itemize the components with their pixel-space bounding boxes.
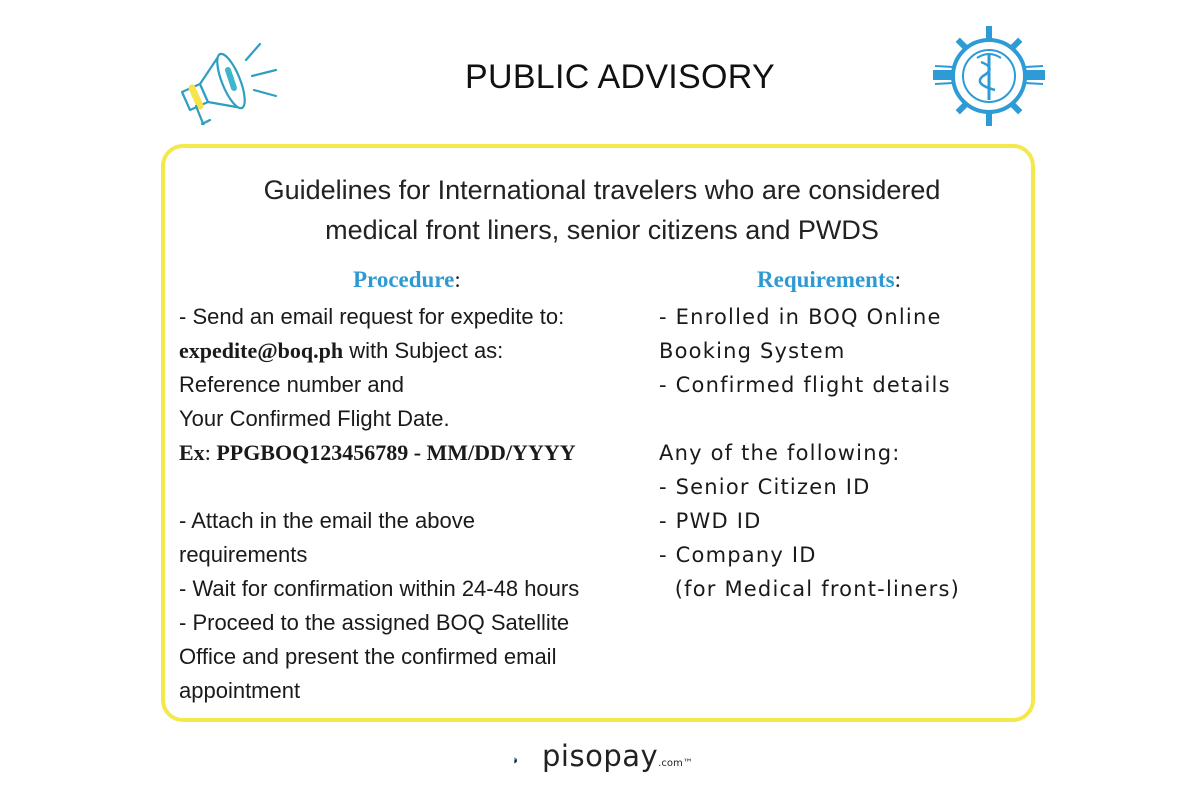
email-address: expedite@boq.ph — [179, 338, 344, 363]
requirement-line: Booking System — [659, 339, 846, 363]
page-title: PUBLIC ADVISORY — [465, 58, 775, 96]
requirement-line: (for Medical front-liners) — [659, 577, 961, 601]
pisopay-brand: pisopay.com™ — [542, 739, 693, 773]
procedure-line: Reference number and — [179, 372, 405, 397]
requirements-list — [659, 300, 960, 606]
spacer — [179, 470, 579, 504]
procedure-line: - Wait for confirmation within 24-48 hours — [179, 576, 580, 601]
spacer — [659, 402, 960, 436]
procedure-line: - Attach in the email the above — [179, 508, 475, 533]
procedure-title: Procedure: — [353, 267, 461, 292]
procedure-line: - Proceed to the assigned BOQ Satellite — [179, 610, 570, 635]
procedure-example: Ex: PPGBOQ123456789 - MM/DD/YYYY — [179, 440, 576, 465]
procedure-line: Office and present the confirmed email — [179, 644, 557, 669]
requirement-line: - Company ID — [659, 543, 817, 567]
guidelines-heading: Guidelines for International travelers who are considered medical front liners, senior citizens and PWDS — [263, 175, 941, 245]
procedure-line: - Send an email request for expedite to: — [179, 304, 565, 329]
requirement-line: - Senior Citizen ID — [659, 475, 871, 499]
procedure-list — [179, 300, 579, 708]
procedure-line: Your Confirmed Flight Date. — [179, 406, 450, 431]
procedure-line: requirements — [179, 542, 308, 567]
requirement-line: - Enrolled in BOQ Online — [659, 305, 942, 329]
guidelines-card — [161, 144, 1035, 722]
bureau-of-quarantine-seal — [933, 24, 1045, 128]
requirement-line: - Confirmed flight details — [659, 373, 951, 397]
procedure-line: expedite@boq.ph with Subject as: — [179, 338, 504, 363]
pisopay-logo-icon — [514, 738, 544, 782]
requirement-line: Any of the following: — [659, 441, 901, 465]
requirement-line: - PWD ID — [659, 509, 762, 533]
procedure-line: appointment — [179, 678, 301, 703]
requirements-title: Requirements: — [757, 267, 901, 292]
